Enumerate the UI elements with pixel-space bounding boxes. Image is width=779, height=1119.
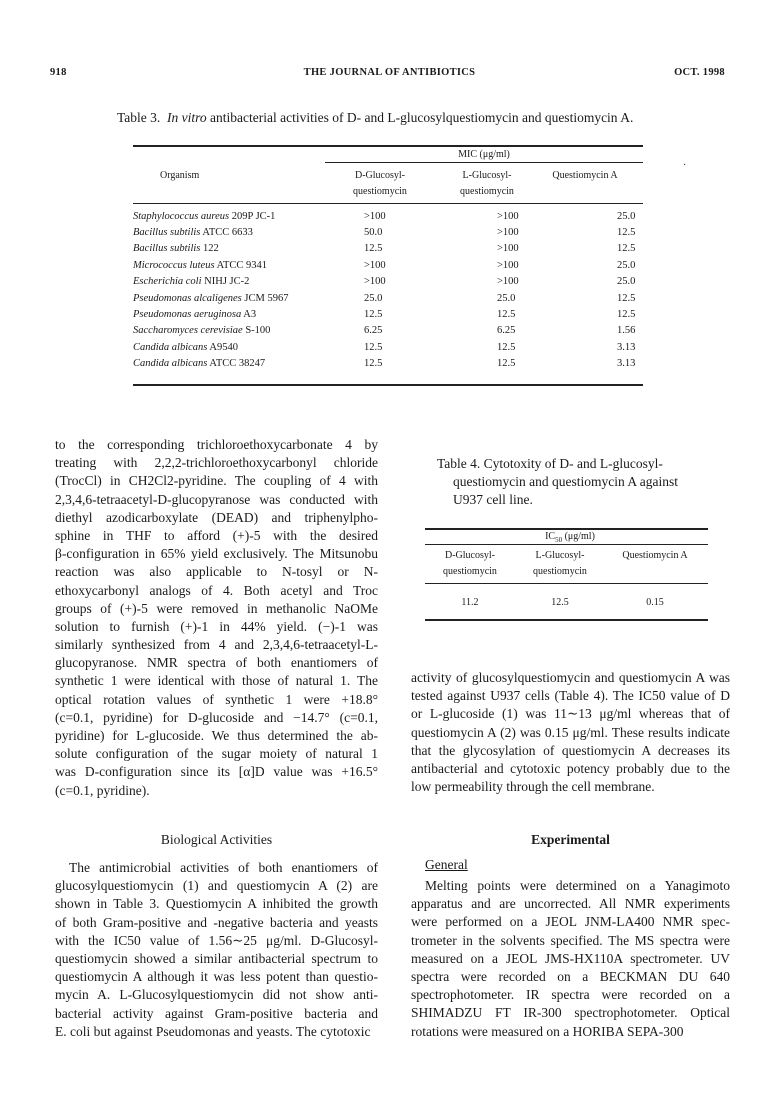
text-line: were performed on a JEOL JNM-LA400 NMR spec- [411,914,730,930]
organism-name: Saccharomyces cerevisiae [133,325,243,337]
table-cell-organism [133,257,338,273]
text-line: activity of glucosylquestiomycin and questiomycin A was [411,670,730,685]
table-row [133,306,702,322]
table-cell-value: 6.25 [497,325,516,337]
table3-mic-header: MIC (μg/ml) [458,149,510,160]
text-line: The antimicrobial activities of both enantiomers of [69,860,378,875]
table4-value-q: 0.15 [646,597,664,608]
table-cell-value: 3.13 [617,341,636,353]
organism-strain: 122 [200,243,219,255]
table4-top-rule [425,528,708,530]
text-line: that the glycosylation of questiomycin A decreases its [411,742,730,758]
table4-ic-header: $IC_{50}$ (μg/ml) [545,531,595,544]
table-row [133,224,702,240]
table3 [133,208,702,372]
table-cell-value: 12.5 [617,292,636,304]
table-cell-value: 12.5 [497,341,516,353]
text-line: sphine in THF to afford (+)-5 with the desired [55,527,378,543]
text-line: SHIMADZU FT IR-300 spectrophotometer. Optical [411,1005,730,1021]
page-number: 918 [50,67,67,78]
table-row [133,274,702,290]
text-line: Melting points were determined on a Yanagimoto [425,878,730,893]
organism-name: Bacillus subtilis [133,227,201,239]
table-cell-value: 12.5 [364,341,383,353]
table4-col-lglucosyl-1: L-Glucosyl- [535,550,585,561]
table3-col-questiomycin: Questiomycin A [552,170,618,181]
table4-col-questiomycin: Questiomycin A [622,550,688,561]
text-line: β-configuration in 65% yield exclusively. The Mitsunobu [55,546,378,562]
experimental-paragraph [411,877,730,1041]
bio-heading: Biological Activities [160,832,273,847]
table4-col-dglucosyl-1: D-Glucosyl- [445,550,495,561]
table4-bottom-rule [425,619,708,621]
table-cell-value: >100 [497,243,519,255]
organism-name: Pseudomonas aeruginosa [133,309,242,321]
right-paragraph [411,669,730,796]
text-line: solute configuration of the sugar moiety of natural 1 [55,746,378,762]
table-cell-value: 50.0 [364,227,383,239]
text-line: E. coli but against Pseudomonas and yeasts. The cytotoxic [55,1023,371,1039]
organism-strain: JCM 5967 [241,292,289,304]
table-cell-organism [133,356,338,372]
text-line: spectra were recorded on a BECKMAN DU 640 [411,968,730,984]
text-line: reaction was also applicable to N-tosyl or N- [55,564,378,580]
text-line: solution to furnish (+)-1 in 44% yield. (−)-1 was [55,618,378,634]
text-line: with the IC50 value of 1.56∼25 μg/ml. D-Glucosyl- [55,932,378,948]
organism-strain: A9540 [207,341,239,353]
table3-col-lglucosyl-1: L-Glucosyl- [462,170,512,181]
text-line: similarly synthesized from 4 and 2,3,4,6-tetraacetyl-L- [55,637,378,653]
text-line: pyridine) for L-glucoside. We thus determined the ab- [55,728,378,743]
table-cell-value: >100 [497,210,519,222]
table3-body [133,208,702,372]
table-cell-organism [133,306,338,322]
table-cell-value: 3.13 [617,358,636,370]
text-line: spectrophotometer. IR spectra were recorded on a [411,987,730,1003]
stray-dot: · [683,160,687,171]
text-line: glucopyranose. NMR spectra of both enantiomers of [55,655,378,671]
text-line: (TrocCl) in CH2Cl2-pyridine. The coupling of 4 with [55,473,378,489]
table4-caption [437,455,737,509]
table-cell-value: 12.5 [617,243,636,255]
table4-caption-line2: questiomycin and questiomycin A against [453,474,678,489]
table-cell-value: 6.25 [364,325,383,337]
text-line: apparatus and are uncorrected. All NMR experiments [411,896,730,912]
organism-name: Candida albicans [133,358,208,370]
organism-strain: NIHJ JC-2 [201,276,250,288]
table-cell-value: >100 [364,259,386,271]
table4-col-lglucosyl-2: questiomycin [533,566,587,577]
table4-header-rule [425,583,708,584]
organism-strain: ATCC 38247 [207,358,266,370]
text-line: antibacterial and cytotoxic potency probably due to the [411,760,730,776]
organism-name: Bacillus subtilis [133,243,201,255]
table3-caption-text: antibacterial activities of D- and L-glucosylquestiomycin and questiomycin A. [210,110,634,125]
table-cell-value: 25.0 [497,292,516,304]
organism-strain: A3 [241,309,257,321]
table-cell-value: 25.0 [617,259,636,271]
text-line: rotations were measured on a HORIBA SEPA-300 [411,1023,684,1039]
table-cell-organism [133,274,338,290]
organism-strain: S-100 [242,325,271,337]
table-cell-value: 25.0 [364,292,383,304]
table-cell-organism [133,241,338,257]
table4-ic-rule [425,544,708,545]
organism-strain: ATCC 9341 [214,259,268,271]
table3-bottom-rule [133,384,643,386]
text-line: trometer in the solvents specified. The MS spectra were [411,932,730,948]
table4-value-d: 11.2 [461,597,479,608]
table-cell-value: 12.5 [364,243,383,255]
table-row [133,356,702,372]
table3-header-rule [133,203,643,204]
organism-name: Micrococcus luteus [133,259,215,271]
organism-strain: 209P JC-1 [229,210,276,222]
table-row [133,323,702,339]
table-row [133,208,702,224]
text-line: shown in Table 3. Questiomycin A inhibited the growth [55,896,378,912]
table-cell-value: 12.5 [617,309,636,321]
table-row [133,241,702,257]
table3-caption [117,109,717,127]
organism-name: Staphylococcus aureus [133,210,230,222]
table-cell-organism [133,290,338,306]
text-line: or L-glucoside (1) was 11∼13 μg/ml whereas that of [411,706,730,722]
experimental-heading: Experimental [531,832,610,847]
table-cell-value: >100 [497,259,519,271]
text-line: questiomycin A (2) was 0.15 μg/ml. These results indicate [411,724,730,740]
journal-title: THE JOURNAL OF ANTIBIOTICS [303,67,476,78]
organism-name: Pseudomonas alcaligenes [133,292,242,304]
table-row [133,257,702,273]
text-line: 2,3,4,6-tetraacetyl-D-glucopyranose was conducted with [55,491,378,507]
table-row [133,339,702,355]
text-line: treating with 2,2,2-trichloroethoxycarbonyl chloride [55,455,378,471]
organism-name: Escherichia coli [133,276,202,288]
table3-col-lglucosyl-2: questiomycin [460,186,514,197]
table-cell-value: 12.5 [364,309,383,321]
text-line: (c=0.1, pyridine) for D-glucoside and −14.7° (c=0.1, [55,709,378,725]
table-cell-value: 1.56 [617,325,636,337]
table4-value-l: 12.5 [551,597,569,608]
general-heading: General [425,857,468,872]
table3-col-organism: Organism [160,170,200,181]
issue-date: OCT. 1998 [674,67,725,78]
table-cell-value: 12.5 [364,358,383,370]
text-line: glucosylquestiomycin (1) and questiomycin A (2) are [55,878,378,894]
table4-caption-line3: U937 cell line. [453,492,533,507]
text-line: questiomycin showed a similar antibacterial spectrum to [55,950,378,966]
table-row [133,290,702,306]
text-line: mycin A. L-Glucosylquestiomycin did not show anti- [55,987,378,1003]
table3-mic-rule [325,162,643,163]
text-line: low permeability through the cell membrane. [411,779,655,795]
table-cell-organism [133,224,338,240]
table3-caption-prefix: Table 3. [117,110,161,125]
organism-strain: ATCC 6633 [200,227,253,239]
table-cell-value: 25.0 [617,276,636,288]
text-line: groups of (+)-5 were removed in methanolic NaOMe [55,600,378,616]
table4-caption-line1: Table 4. Cytotoxity of D- and L-glucosyl- [437,456,663,471]
text-line: optical rotation values of synthetic 1 were +18.8° [55,691,378,707]
table3-top-rule [133,145,643,147]
text-line: tested against U937 cells (Table 4). The IC50 value of D [411,688,730,704]
table3-caption-italic: In vitro [167,110,207,125]
text-line: of both Gram-positive and -negative bacteria and yeasts [55,914,378,930]
organism-name: Candida albicans [133,341,208,353]
text-line: measured on a JEOL JMS-HX110A spectrometer. UV [411,950,730,966]
table-cell-value: >100 [497,276,519,288]
table3-col-dglucosyl-1: D-Glucosyl- [355,170,405,181]
table-cell-value: 12.5 [617,227,636,239]
table4-col-dglucosyl-2: questiomycin [443,566,497,577]
table-cell-value: 12.5 [497,358,516,370]
text-line: synthetic 1 were identical with those of natural 1. The [55,673,378,689]
text-line: to the corresponding trichloroethoxycarbonate 4 by [55,437,378,452]
text-line: diethyl azodicarboxylate (DEAD) and triphenylpho- [55,509,378,525]
text-line: bacterial activity against Gram-positive bacteria and [55,1005,378,1021]
table-cell-value: 12.5 [497,309,516,321]
table-cell-value: 25.0 [617,210,636,222]
text-line: ethoxycarbonyl analogs of 4. Both acetyl and Troc [55,582,378,598]
table-cell-value: >100 [364,276,386,288]
text-line: (c=0.1, pyridine). [55,782,150,798]
table-cell-value: >100 [497,227,519,239]
table-cell-organism [133,339,338,355]
text-line: questiomycin A although it was less potent than questio- [55,969,378,985]
table-cell-organism [133,323,338,339]
table-cell-value: >100 [364,210,386,222]
table-cell-organism [133,208,338,224]
bio-paragraph [55,859,378,1041]
left-column-text [55,436,378,800]
text-line: was D-configuration since its [α]D value was +16.5° [55,764,378,780]
table3-col-dglucosyl-2: questiomycin [353,186,407,197]
